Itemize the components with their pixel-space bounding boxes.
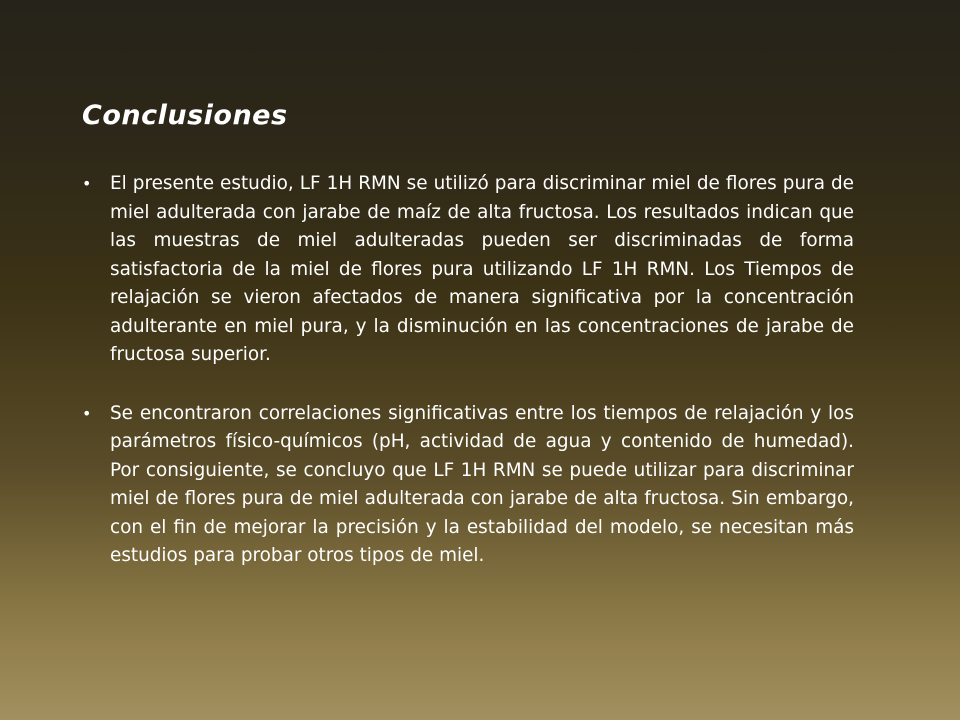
bullet-item xyxy=(82,170,854,370)
bullet-text: El presente estudio, LF 1H RMN se utilizó para discriminar miel de flores pura de miel adulterada con jarabe de maíz de alta fructosa. Los resultados indican que las muestras de miel adulteradas pueden ser discriminadas de forma satisfactoria de la miel de flores pura utilizando LF 1H RMN. Los Tiempos de relajación se vieron afectados de manera significativa por la concentración adulterante en miel pura, y la disminución en las concentraciones de jarabe de fructosa superior. xyxy=(110,173,854,365)
bullet-item xyxy=(82,400,854,571)
bullet-text: Se encontraron correlaciones significativas entre los tiempos de relajación y los parámetros físico-químicos (pH, actividad de agua y contenido de humedad). Por consiguiente, se concluyo que LF 1H RMN se puede utilizar para discriminar miel de flores pura de miel adulterada con jarabe de alta fructosa. Sin embargo, con el fin de mejorar la precisión y la estabilidad del modelo, se necesitan más estudios para probar otros tipos de miel. xyxy=(110,402,854,566)
bullet-dot-icon: • xyxy=(82,403,92,423)
slide-title: Conclusiones xyxy=(82,100,288,131)
bullet-list xyxy=(82,170,854,601)
bullet-dot-icon: • xyxy=(82,174,92,193)
